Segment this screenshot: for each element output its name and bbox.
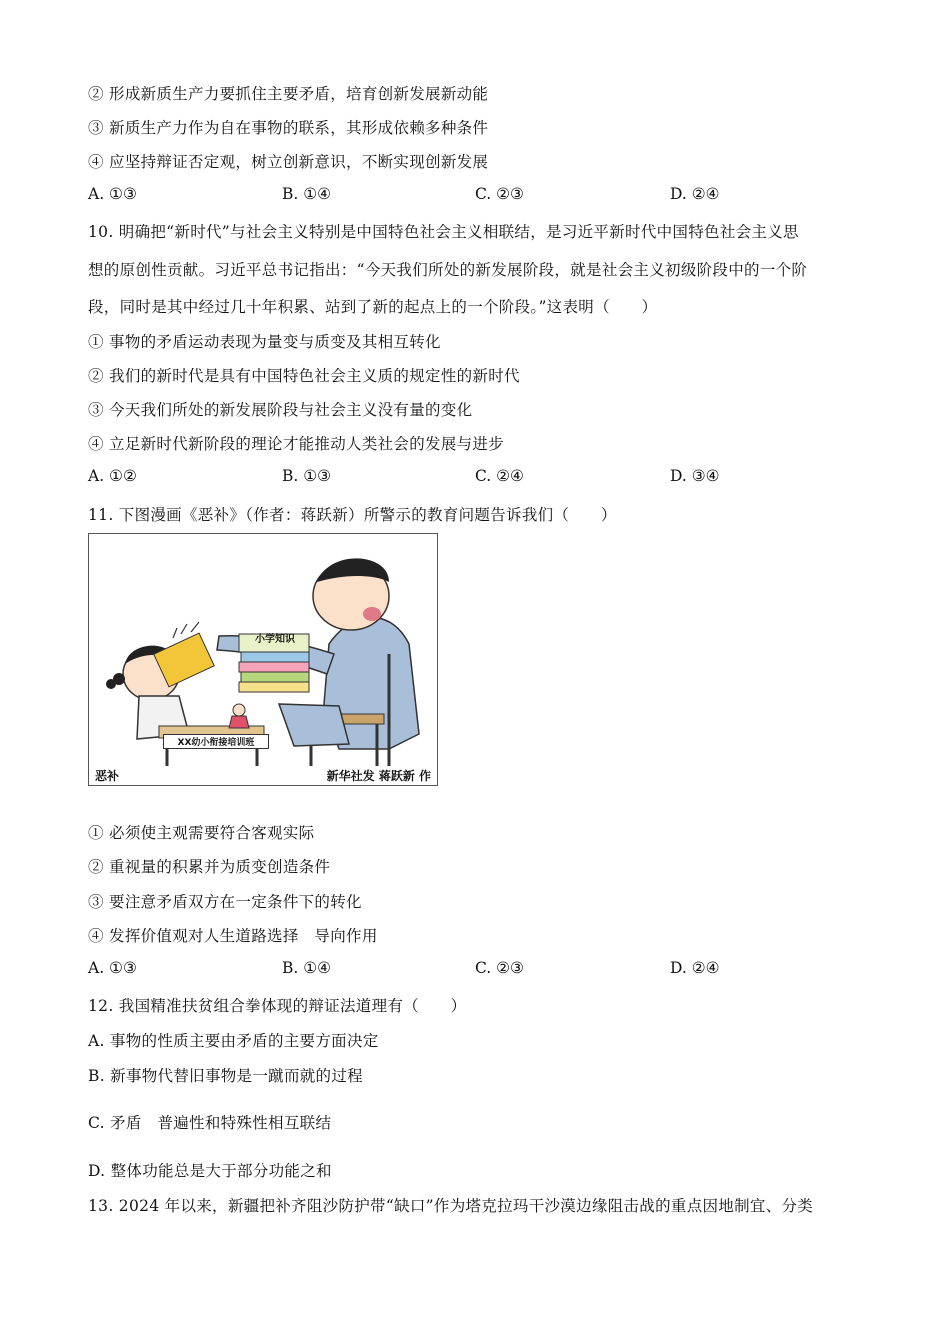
- q12-option-d[interactable]: D. 整体功能总是大于部分功能之和: [88, 1162, 332, 1180]
- q11-option-a[interactable]: A. ①③: [88, 959, 137, 977]
- q10-option-d[interactable]: D. ③④: [670, 467, 720, 485]
- table-label: XX幼小衔接培训班: [163, 734, 269, 749]
- q12-stem: 12. 我国精准扶贫组合拳体现的辩证法道理有（ ）: [88, 997, 467, 1015]
- q11-option-d[interactable]: D. ②④: [670, 959, 720, 977]
- q9-item-4: ④ 应坚持辩证否定观，树立创新意识，不断实现创新发展: [88, 153, 489, 171]
- q11-item-1: ① 必须使主观需要符合客观实际: [88, 824, 315, 842]
- q11-item-3: ③ 要注意矛盾双方在一定条件下的转化: [88, 893, 362, 911]
- q10-stem-line-1: 10. 明确把“新时代”与社会主义特别是中国特色社会主义相联结，是习近平新时代中国特色社会主义思: [88, 223, 799, 241]
- cartoon-image: [88, 533, 438, 786]
- q10-item-4: ④ 立足新时代新阶段的理论才能推动人类社会的发展与进步: [88, 435, 505, 453]
- q10-stem-line-3: 段，同时是其中经过几十年积累、站到了新的起点上的一个阶段。”这表明（ ）: [88, 298, 658, 316]
- caption-credit: 新华社发 蒋跃新 作: [326, 769, 431, 783]
- caption-title: 恶补: [95, 769, 120, 783]
- q11-stem: 11. 下图漫画《恶补》（作者：蒋跃新）所警示的教育问题告诉我们（ ）: [88, 506, 617, 524]
- q10-option-a[interactable]: A. ①②: [88, 467, 137, 485]
- q12-option-b[interactable]: B. 新事物代替旧事物是一蹴而就的过程: [88, 1067, 363, 1085]
- q10-stem-line-2: 想的原创性贡献。习近平总书记指出：“今天我们所处的新发展阶段，就是社会主义初级阶段中的一个阶: [88, 261, 808, 279]
- q10-item-2: ② 我们的新时代是具有中国特色社会主义质的规定性的新时代: [88, 367, 520, 385]
- q9-item-3: ③ 新质生产力作为自在事物的联系，其形成依赖多种条件: [88, 119, 489, 137]
- q11-item-4: ④ 发挥价值观对人生道路选择 导向作用: [88, 927, 378, 945]
- q10-option-b[interactable]: B. ①③: [282, 467, 332, 485]
- q13-stem: 13. 2024 年以来，新疆把补齐阻沙防护带“缺口”作为塔克拉玛干沙漠边缘阻击战的重点因地制宜、分类: [88, 1197, 814, 1215]
- q9-option-d[interactable]: D. ②④: [670, 185, 720, 203]
- q10-item-1: ① 事物的矛盾运动表现为量变与质变及其相互转化: [88, 333, 441, 351]
- q11-option-b[interactable]: B. ①④: [282, 959, 332, 977]
- q11-item-2: ② 重视量的积累并为质变创造条件: [88, 858, 331, 876]
- q11-option-c[interactable]: C. ②③: [475, 959, 524, 977]
- q9-options: [88, 185, 848, 207]
- q12-option-c[interactable]: C. 矛盾 普遍性和特殊性相互联结: [88, 1114, 332, 1132]
- q11-options: [88, 959, 848, 981]
- q9-item-2: ② 形成新质生产力要抓住主要矛盾，培育创新发展新动能: [88, 85, 489, 103]
- q10-option-c[interactable]: C. ②④: [475, 467, 524, 485]
- q9-option-b[interactable]: B. ①④: [282, 185, 332, 203]
- q10-item-3: ③ 今天我们所处的新发展阶段与社会主义没有量的变化: [88, 401, 473, 419]
- q9-option-a[interactable]: A. ①③: [88, 185, 137, 203]
- book-label: 小学知识: [255, 634, 295, 645]
- q10-options: [88, 467, 848, 489]
- q12-option-a[interactable]: A. 事物的性质主要由矛盾的主要方面决定: [88, 1032, 379, 1050]
- q9-option-c[interactable]: C. ②③: [475, 185, 524, 203]
